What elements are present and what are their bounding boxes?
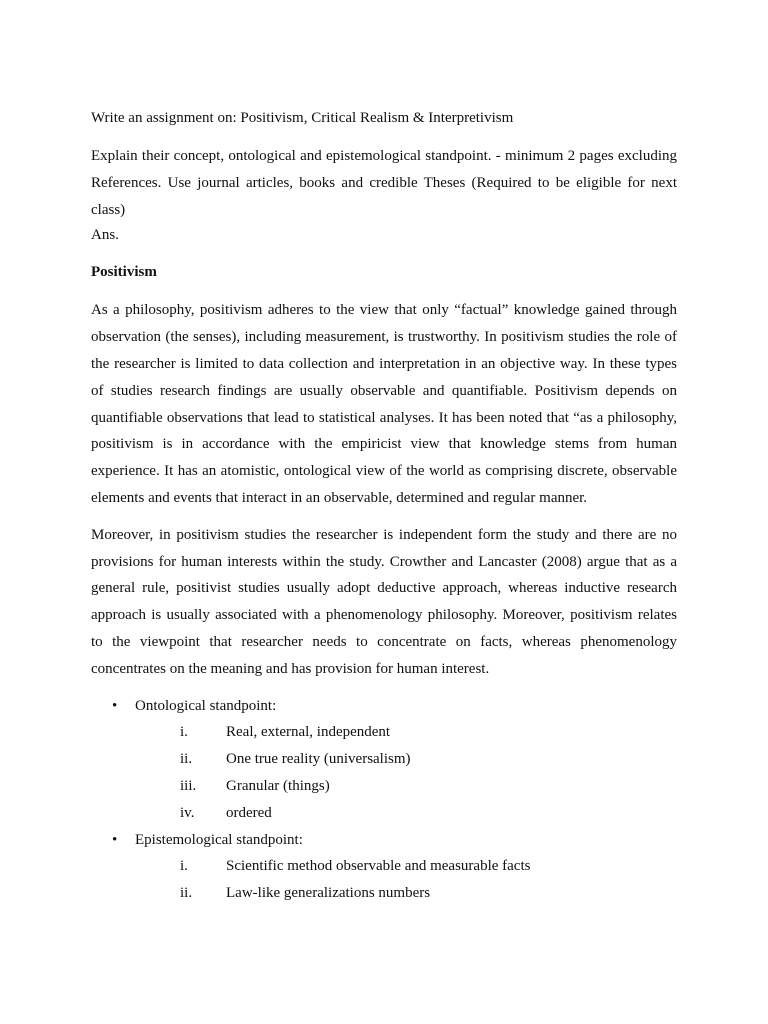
- sub-item-number: i.: [180, 724, 188, 741]
- bullet-icon: •: [112, 697, 118, 714]
- sub-item-text: Scientific method observable and measurable facts: [226, 858, 531, 875]
- bullet-label: Epistemological standpoint:: [135, 831, 303, 848]
- sub-item-number: ii.: [180, 885, 193, 902]
- sub-list: [135, 719, 677, 826]
- sub-item-text: One true reality (universalism): [226, 751, 411, 768]
- body-paragraph: Moreover, in positivism studies the researcher is independent form the study and there are no provisions for human interests within the study. Crowther and Lancaster (2008) argue that as a general rule, positivist studies usually adopt deductive approach, whereas inductive research approach is usually associated with a phenomenology philosophy. Moreover, positivism relates to the viewpoint that researcher needs to concentrate on facts, whereas phenomenology concentrates on the meaning and has provision for human interest.: [91, 526, 677, 677]
- body-paragraph: As a philosophy, positivism adheres to the view that only “factual” knowledge gained through observation (the senses), including measurement, is trustworthy. In positivism studies the role of the researcher is limited to data collection and interpretation in an objective way. In these types of studies research findings are usually observable and quantifiable. Positivism depends on quantifiable observations that lead to statistical analyses. It has been noted that “as a philosophy, positivism is in accordance with the empiricist view that knowledge stems from human experience. It has an atomistic, ontological view of the world as comprising discrete, observable elements and events that interact in an observable, determined and regular manner.: [91, 302, 677, 506]
- standpoint-list: [91, 693, 677, 907]
- sub-list-item: [135, 746, 677, 773]
- sub-item-number: ii.: [180, 751, 193, 768]
- sub-list-item: [135, 773, 677, 800]
- assignment-title: Write an assignment on: Positivism, Critical Realism & Interpretivism: [91, 110, 514, 126]
- sub-item-text: Real, external, independent: [226, 724, 391, 741]
- section-heading: Positivism: [91, 264, 157, 281]
- answer-label: Ans.: [91, 227, 119, 244]
- sub-item-number: i.: [180, 858, 188, 875]
- sub-list: [135, 853, 677, 907]
- sub-list-item: [135, 880, 677, 907]
- sub-item-number: iii.: [180, 777, 197, 794]
- bullet-item-ontological: [91, 693, 677, 827]
- sub-list-item: [135, 800, 677, 827]
- sub-item-text: ordered: [226, 804, 272, 821]
- bullet-label: Ontological standpoint:: [135, 697, 277, 714]
- sub-list-item: [135, 853, 677, 880]
- sub-item-text: Granular (things): [226, 777, 330, 794]
- assignment-instructions: Explain their concept, ontological and epistemological standpoint. - minimum 2 pages excluding References. Use journal articles, books and credible Theses (Required to be eligible for next class): [91, 148, 677, 218]
- sub-item-number: iv.: [180, 804, 195, 821]
- bullet-icon: •: [112, 831, 118, 848]
- sub-list-item: [135, 719, 677, 746]
- bullet-item-epistemological: [91, 827, 677, 907]
- sub-item-text: Law-like generalizations numbers: [226, 885, 431, 902]
